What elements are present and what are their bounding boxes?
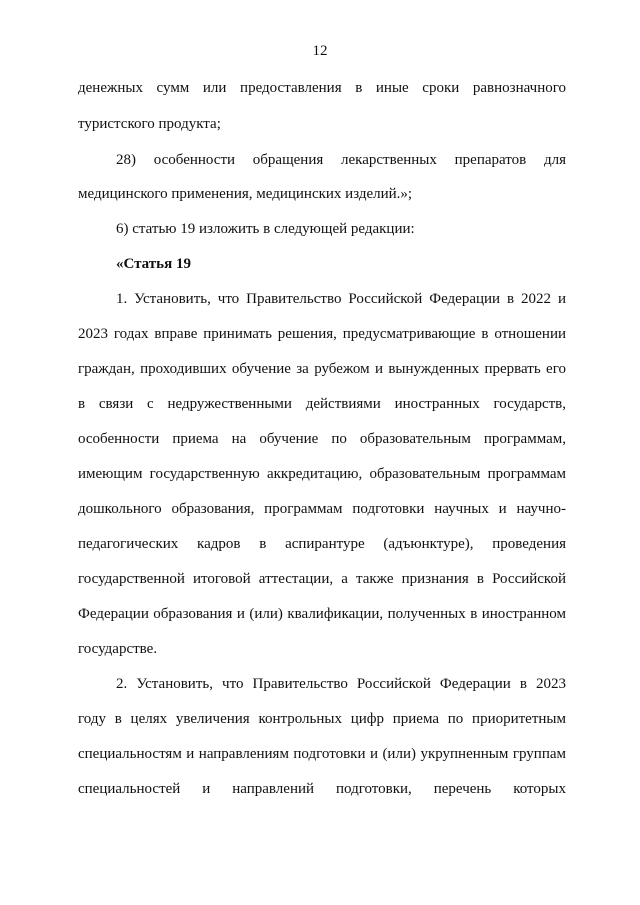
text-line: денежных сумм или предоставления в иные сроки равнозначного bbox=[78, 80, 566, 96]
text-line: государстве. bbox=[78, 641, 158, 657]
text-line: государственной итоговой аттестации, а также признания в Российской bbox=[78, 571, 566, 587]
text-line: в связи с недружественными действиями иностранных государств, bbox=[78, 396, 566, 412]
text-line: 28) особенности обращения лекарственных препаратов для bbox=[116, 152, 566, 168]
text-line: 2023 годах вправе принимать решения, предусматривающие в отношении bbox=[78, 326, 566, 342]
text-line: 2. Установить, что Правительство Российской Федерации в 2023 bbox=[116, 676, 566, 692]
text-line: имеющим государственную аккредитацию, образовательным программам bbox=[78, 466, 566, 482]
text-line: 1. Установить, что Правительство Российской Федерации в 2022 и bbox=[116, 291, 566, 307]
text-line: особенности приема на обучение по образовательным программам, bbox=[78, 431, 566, 447]
text-line: году в целях увеличения контрольных цифр приема по приоритетным bbox=[78, 711, 566, 727]
text-line: медицинского применения, медицинских изделий.»; bbox=[78, 186, 413, 202]
article-heading: «Статья 19 bbox=[116, 256, 191, 272]
text-line: Федерации образования и (или) квалификации, полученных в иностранном bbox=[78, 606, 566, 622]
text-line: дошкольного образования, программам подготовки научных и научно- bbox=[78, 501, 566, 517]
text-line: граждан, проходивших обучение за рубежом и вынужденных прервать его bbox=[78, 361, 566, 377]
text-line: 6) статью 19 изложить в следующей редакции: bbox=[116, 221, 415, 237]
text-line: специальностям и направлениям подготовки и (или) укрупненным группам bbox=[78, 746, 566, 762]
text-line: туристского продукта; bbox=[78, 116, 221, 132]
page-number: 12 bbox=[312, 43, 328, 59]
text-line: педагогических кадров в аспирантуре (адъюнктуре), проведения bbox=[78, 536, 566, 552]
text-line: специальностей и направлений подготовки, перечень которых bbox=[78, 781, 566, 797]
